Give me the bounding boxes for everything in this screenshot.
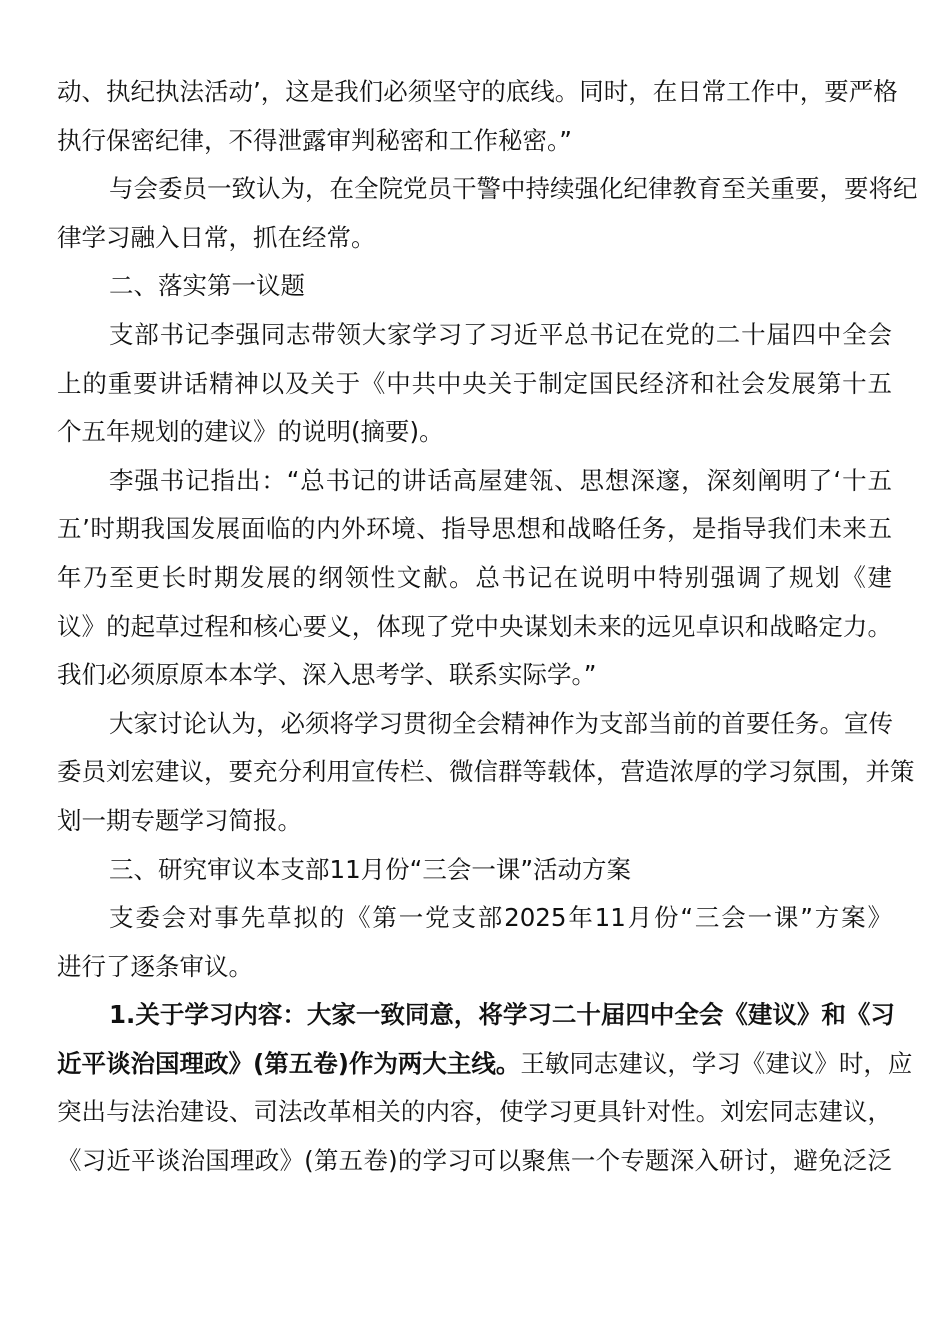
item-1-line-4: 《习近平谈治国理政》(第五卷)的学习可以聚焦一个专题深入研讨，避免泛泛 <box>57 1146 892 1176</box>
item-1-line-1: 1.关于学习内容：大家一致同意，将学习二十届四中全会《建议》和《习 <box>109 1000 895 1030</box>
item-1-line-3: 突出与法治建设、司法改革相关的内容，使学习更具针对性。刘宏同志建议， <box>57 1097 892 1127</box>
text-line: 与会委员一致认为，在全院党员干警中持续强化纪律教育至关重要，要将纪 <box>109 174 918 204</box>
text-line: 支部书记李强同志带领大家学习了习近平总书记在党的二十届四中全会 <box>109 319 892 349</box>
item-1-text: 王敏同志建议，学习《建议》时，应 <box>520 1048 913 1078</box>
text-line: 我们必须原原本本学、深入思考学、联系实际学。” <box>57 660 597 690</box>
text-line: 大家讨论认为，必须将学习贯彻全会精神作为支部当前的首要任务。宣传 <box>109 708 893 738</box>
document-body <box>57 68 918 991</box>
text-line: 委员刘宏建议，要充分利用宣传栏、微信群等载体，营造浓厚的学习氛围，并策 <box>57 757 915 787</box>
text-line: 五’时期我国发展面临的内外环境、指导思想和战略任务，是指导我们未来五 <box>57 514 892 544</box>
text-line: 李强书记指出：“总书记的讲话高屋建瓴、思想深邃，深刻阐明了‘十五 <box>109 465 892 495</box>
document-page <box>57 68 918 1186</box>
item-1-line-2 <box>57 1040 913 1089</box>
text-line: 律学习融入日常，抓在经常。 <box>57 222 376 252</box>
text-line: 执行保密纪律，不得泄露审判秘密和工作秘密。” <box>57 125 572 155</box>
text-line: 年乃至更长时期发展的纲领性文献。总书记在说明中特别强调了规划《建 <box>57 562 892 592</box>
text-line: 议》的起草过程和核心要义，体现了党中央谋划未来的远见卓识和战略定力。 <box>57 611 892 641</box>
text-line: 个五年规划的建议》的说明(摘要)。 <box>57 417 444 447</box>
item-1-bold-text: 近平谈治国理政》(第五卷)作为两大主线。 <box>57 1048 521 1078</box>
text-line: 支委会对事先草拟的《第一党支部2025年11月份“三会一课”方案》 <box>109 903 892 933</box>
text-line: 三、研究审议本支部11月份“三会一课”活动方案 <box>109 854 632 884</box>
text-line: 划一期专题学习简报。 <box>57 805 302 835</box>
text-line: 动、执纪执法活动’，这是我们必须坚守的底线。同时，在日常工作中，要严格 <box>57 77 898 106</box>
text-line: 上的重要讲话精神以及关于《中共中央关于制定国民经济和社会发展第十五 <box>57 368 892 398</box>
text-line: 二、落实第一议题 <box>109 271 305 301</box>
text-line: 进行了逐条审议。 <box>57 951 253 981</box>
